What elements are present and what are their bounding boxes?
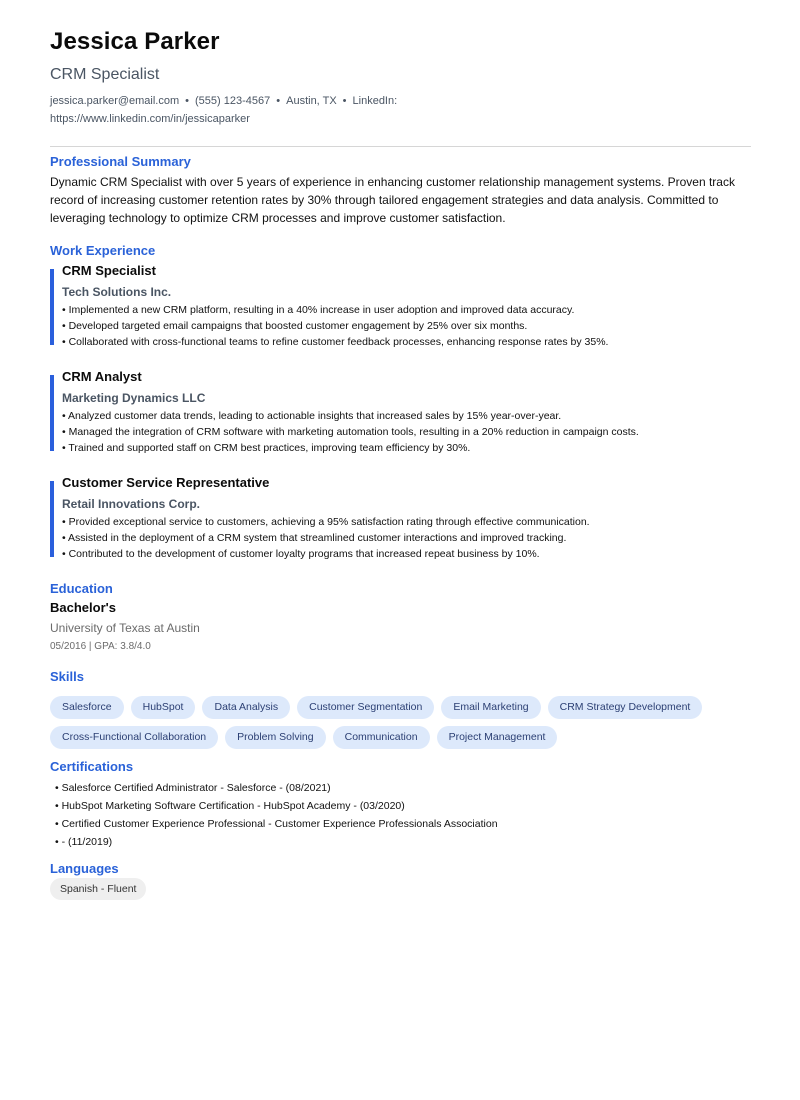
section-title-skills: Skills xyxy=(50,669,84,684)
contact-location: Austin, TX xyxy=(286,95,337,107)
certification-item: • Certified Customer Experience Professional - Customer Experience Professionals Association xyxy=(55,818,498,830)
job-bullet: • Provided exceptional service to customers, achieving a 95% satisfaction rating through effective communication. xyxy=(62,516,590,528)
section-title-education: Education xyxy=(50,581,113,596)
job-bullets xyxy=(62,302,742,350)
experience-accent-bar xyxy=(50,481,54,557)
skill-chip: Communication xyxy=(333,726,430,749)
skill-chip: Problem Solving xyxy=(225,726,325,749)
section-title-certifications: Certifications xyxy=(50,759,134,774)
skill-chip: HubSpot xyxy=(131,696,196,719)
education-school: University of Texas at Austin xyxy=(50,621,200,635)
header-divider xyxy=(50,146,751,147)
certification-item: • HubSpot Marketing Software Certification - HubSpot Academy - (03/2020) xyxy=(55,800,405,812)
skill-chip: Project Management xyxy=(437,726,558,749)
skill-chip: Email Marketing xyxy=(441,696,540,719)
contact-separator: • xyxy=(185,95,190,107)
language-chip: Spanish - Fluent xyxy=(50,878,146,900)
contact-email[interactable]: jessica.parker@email.com xyxy=(50,95,180,107)
section-title-experience: Work Experience xyxy=(50,243,156,258)
experience-accent-bar xyxy=(50,375,54,451)
certifications-list xyxy=(55,779,498,851)
skill-chip: Cross-Functional Collaboration xyxy=(50,726,218,749)
job-bullet: • Developed targeted email campaigns that boosted customer engagement by 25% over six months. xyxy=(62,320,528,332)
job-bullets xyxy=(62,514,742,562)
job-bullet: • Analyzed customer data trends, leading to actionable insights that increased sales by 15% year-over-year. xyxy=(62,410,562,422)
job-bullet: • Assisted in the deployment of a CRM system that streamlined customer interactions and improved tracking. xyxy=(62,532,567,544)
section-title-summary: Professional Summary xyxy=(50,154,191,169)
job-company: Retail Innovations Corp. xyxy=(62,497,201,511)
contact-linkedin-label: LinkedIn: xyxy=(352,95,398,107)
job-role: CRM Specialist xyxy=(62,263,156,278)
job-bullet: • Managed the integration of CRM software with marketing automation tools, resulting in a 20% reduction in campaign costs. xyxy=(62,426,639,438)
job-bullet: • Implemented a new CRM platform, resulting in a 40% increase in user adoption and improved data accuracy. xyxy=(62,304,575,316)
contact-linkedin-url[interactable]: https://www.linkedin.com/in/jessicaparker xyxy=(50,113,250,125)
skill-chip: Salesforce xyxy=(50,696,124,719)
job-role: Customer Service Representative xyxy=(62,475,270,490)
skills-list xyxy=(50,696,751,749)
job-bullet: • Contributed to the development of customer loyalty programs that increased repeat business by 10%. xyxy=(62,548,540,560)
contact-separator: • xyxy=(342,95,347,107)
certification-item: • Salesforce Certified Administrator - Salesforce - (08/2021) xyxy=(55,782,331,794)
job-bullet: • Collaborated with cross-functional teams to refine customer feedback processes, enhancing response rates by 35%. xyxy=(62,336,609,348)
contact-phone: (555) 123-4567 xyxy=(195,95,271,107)
job-company: Tech Solutions Inc. xyxy=(62,285,172,299)
certification-item: • - (11/2019) xyxy=(55,836,113,848)
candidate-title: CRM Specialist xyxy=(50,66,160,83)
skill-chip: CRM Strategy Development xyxy=(548,696,703,719)
contact-separator: • xyxy=(276,95,281,107)
candidate-name: Jessica Parker xyxy=(50,28,220,55)
education-degree: Bachelor's xyxy=(50,600,116,615)
job-company: Marketing Dynamics LLC xyxy=(62,391,206,405)
job-bullet: • Trained and supported staff on CRM best practices, improving team efficiency by 30%. xyxy=(62,442,471,454)
education-meta: 05/2016 | GPA: 3.8/4.0 xyxy=(50,641,151,652)
skill-chip: Customer Segmentation xyxy=(297,696,434,719)
job-bullets xyxy=(62,408,742,456)
section-title-languages: Languages xyxy=(50,861,119,876)
experience-accent-bar xyxy=(50,269,54,345)
summary-text: Dynamic CRM Specialist with over 5 years of experience in enhancing customer relationship management systems. Proven track record of increasing customer retention rates by 30% through tailored engagement strategies and data analysis. Committed to leveraging technology to optimize CRM processes and improve customer satisfaction. xyxy=(50,175,735,225)
skill-chip: Data Analysis xyxy=(202,696,290,719)
contact-info xyxy=(50,92,410,128)
job-role: CRM Analyst xyxy=(62,369,142,384)
